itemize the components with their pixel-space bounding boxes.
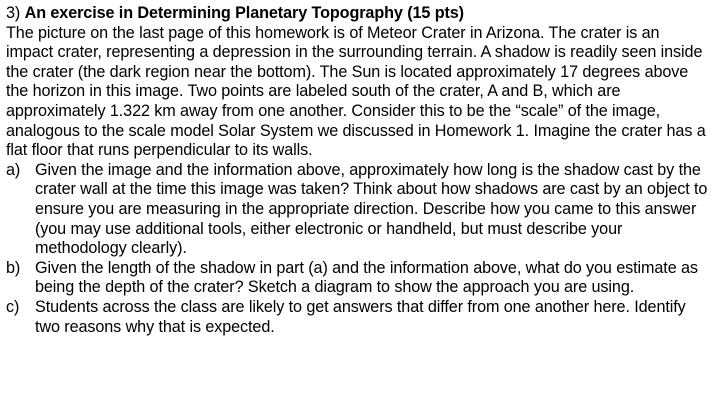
question-title: An exercise in Determining Planetary Topography (15 pts) bbox=[24, 4, 464, 22]
question-heading bbox=[6, 4, 708, 24]
homework-question bbox=[6, 4, 708, 337]
subquestion-label: a) bbox=[6, 160, 21, 179]
subquestion-a bbox=[6, 161, 708, 259]
subquestion-text: Students across the class are likely to get answers that differ from one another here. Identify two reasons why that is expected. bbox=[35, 297, 686, 336]
intro-paragraph: The picture on the last page of this homework is of Meteor Crater in Arizona. The crater is an impact crater, representing a depression in the surrounding terrain. A shadow is readily seen inside the crater (the dark region near the bottom). The Sun is located approximately 17 degrees above the horizon in this image. Two points are labeled south of the crater, A and B, which are approximately 1.322 km away from one another. Consider this to be the “scale” of the image, analogous to the scale model Solar System we discussed in Homework 1. Imagine the crater has a flat floor that runs perpendicular to its walls. bbox=[6, 23, 706, 160]
subquestion-text: Given the length of the shadow in part (a) and the information above, what do you estimate as being the depth of the crater? Sketch a diagram to show the approach you are using. bbox=[35, 258, 698, 297]
subquestion-label: c) bbox=[6, 297, 20, 316]
subquestion-b bbox=[6, 259, 708, 298]
question-number: 3) bbox=[6, 4, 21, 22]
subquestion-text: Given the image and the information above, approximately how long is the shadow cast by the crater wall at the time this image was taken? Think about how shadows are cast by an object to ensure you are measuring in the appropriate direction. Describe how you came to this answer (you may use additional tools, either electronic or handheld, but must describe your methodology clearly). bbox=[35, 160, 708, 258]
subquestion-list bbox=[6, 161, 708, 337]
subquestion-label: b) bbox=[6, 258, 21, 277]
subquestion-c bbox=[6, 298, 708, 337]
